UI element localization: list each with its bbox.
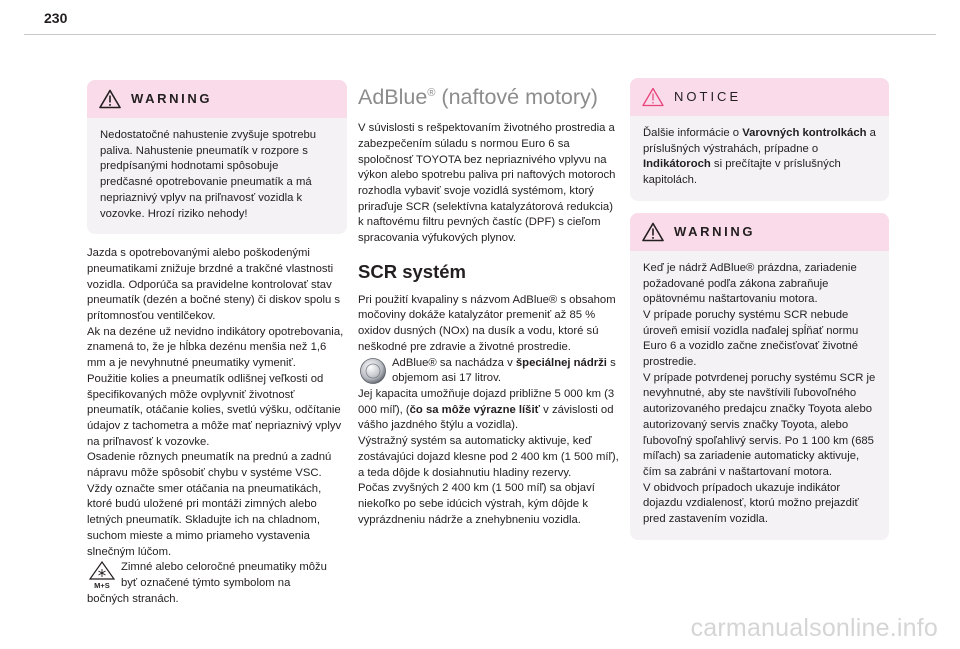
- winter-tire-note: [87, 560, 347, 591]
- notice-triangle-icon: [642, 87, 664, 107]
- winter-tire-text: Zimné alebo celoročné pneumatiky môžu byť označené týmto symbolom na: [121, 561, 327, 589]
- paragraph: Vždy označte smer otáčania na pneumatikách, ktoré budú uložené pri montáži zimných alebo letných pneumatík. Skladujte ich na chladnom, suchom mieste a mimo priameho vystavenia slnečným lúčom.: [87, 482, 322, 558]
- warning-box-title: WARNING: [674, 223, 756, 239]
- warning-box-tires: [87, 80, 347, 234]
- paragraph: Použitie kolies a pneumatík odlišnej veľkosti od špecifikovaných môže ovplyvniť životnosť pneumatík, otáčanie kolies, svetlú výšku, odčítanie údajov z tachometra a môže mať nepriaznivý vplyv na priľnavosť k vozovke.: [87, 372, 342, 448]
- adblue-tank-note: [358, 356, 620, 387]
- warning-box-text: Nedostatočné nahustenie zvyšuje spotrebu paliva. Nahustenie pneumatík v rozpore s predpísanými hodnotami spôsobuje predčasné opotrebovanie pneumatík a má nepriaznivý vplyv na priľnavosť vozidla k vozovke. Hrozí riziko nehody!: [100, 129, 317, 220]
- notice-box-header: [630, 78, 889, 116]
- paragraph: Počas zvyšných 2 400 km (1 500 míľ) sa objaví niekoľko po sebe idúcich výstrah, kým dôjde k vyprázdneniu nádrže a znehybneniu vozidla.: [358, 482, 595, 526]
- paragraph: bočných stranách.: [87, 592, 179, 605]
- paragraph: V prípade potvrdenej poruchy systému SCR je nevyhnutné, aby ste navštívili ľubovoľného autorizovaného predajcu značky Toyota alebo autorizovaný servis značky Toyota, alebo ľubovoľný spoľahlivý servis. Po 1 100 km (685 míľach) sa zariadenie automaticky aktivuje, čím sa zabráni v naštartovaní motora.: [643, 371, 876, 478]
- watermark: carmanualsonline.info: [690, 614, 938, 642]
- svg-text:M+S: M+S: [94, 581, 110, 590]
- adblue-intro: V súvislosti s rešpektovaním životného prostredia a zabezpečením súladu s normou Euro 6 sa spoločnosť TOYOTA bez nepriaznivého vplyvu na výkon alebo spotrebu paliva pri naftových motoroch rozhodla vybaviť svoje vozidlá systémom, ktorý priraďuje SCR (selektívna katalyzátorová redukcia) k naftovému filtru pevných častíc (DPF) s cieľom spracovania výfukových plynov.: [358, 122, 616, 245]
- scr-heading: SCR systém: [358, 260, 466, 282]
- warning-box-body: [630, 251, 889, 540]
- warning-box-body: [87, 118, 347, 234]
- paragraph: V prípade poruchy systému SCR nebude úroveň emisií vozidla naďalej spĺňať normu Euro 6 a vozidlo začne znečisťovať životné prostredie.: [643, 308, 859, 369]
- column-2: [358, 80, 620, 528]
- tire-body-text: [87, 246, 347, 607]
- column-1: [87, 80, 347, 607]
- adblue-tank-icon: [358, 357, 388, 385]
- paragraph: Výstražný systém sa automaticky aktivuje, keď zostávajúci dojazd klesne pod 2 400 km (1 500 míľ), a teda dôjde k dosiahnutiu hladiny rezervy.: [358, 435, 619, 479]
- section-title-adblue: AdBlue® (naftové motory): [358, 85, 598, 110]
- paragraph: Ak na dezéne už nevidno indikátory opotrebovania, znamená to, že je hĺbka dezénu menšia než 1,6 mm a je nevyhnutné pneumatiky vymeniť.: [87, 325, 344, 370]
- column-3: [630, 78, 889, 540]
- paragraph: Jazda s opotrebovanými alebo poškodenými pneumatikami znižuje brzdné a trakčné vlastnosti vozidla. Odporúča sa pravidelne kontrolovať stav pneumatík (dezén a bočné steny) či diskov spolu s prítomnosťou ventilčekov.: [87, 247, 341, 323]
- paragraph: Keď je nádrž AdBlue® prázdna, zariadenie požadované podľa zákona zabraňuje opätovnému naštartovaniu motora.: [643, 261, 857, 306]
- paragraph: Osadenie rôznych pneumatík na prednú a zadnú nápravu môže spôsobiť chybu v systéme VSC.: [87, 451, 332, 480]
- warning-box-header: [87, 80, 347, 118]
- warning-triangle-icon: [99, 89, 121, 109]
- notice-box-body: [630, 116, 889, 201]
- warning-box-title: WARNING: [131, 91, 213, 107]
- snowflake-mountain-ms-icon: [87, 561, 117, 589]
- page-number: 230: [44, 10, 68, 26]
- adblue-tank-text: AdBlue® sa nachádza v špeciálnej nádrži s objemom asi 17 litrov.: [392, 356, 616, 385]
- notice-box: [630, 78, 889, 201]
- paragraph: V obidvoch prípadoch ukazuje indikátor dojazdu vzdialenosť, ktorú možno prejazdiť pred zastavením vozidla.: [643, 481, 859, 526]
- notice-text: Ďalšie informácie o Varovných kontrolkách a príslušných výstrahách, prípadne o Indikátoroch si prečítajte v príslušných kapitolách.: [643, 127, 876, 187]
- warning-box-header: [630, 213, 889, 251]
- notice-box-title: NOTICE: [674, 89, 742, 105]
- paragraph: Jej kapacita umožňuje dojazd približne 5 000 km (3 000 míľ), (čo sa môže výrazne líšiť v závislosti od vášho jazdného štýlu a vozidla).: [358, 388, 615, 432]
- paragraph: Pri použití kvapaliny s názvom AdBlue® s obsahom močoviny dokáže katalyzátor premeniť až 85 % oxidov dusných (NOx) na dusík a vodu, ktoré sú neškodné pre zdravie a životné prostredie.: [358, 293, 616, 353]
- header-divider: [24, 34, 936, 35]
- warning-triangle-icon: [642, 222, 664, 242]
- warning-box-scr: [630, 213, 889, 540]
